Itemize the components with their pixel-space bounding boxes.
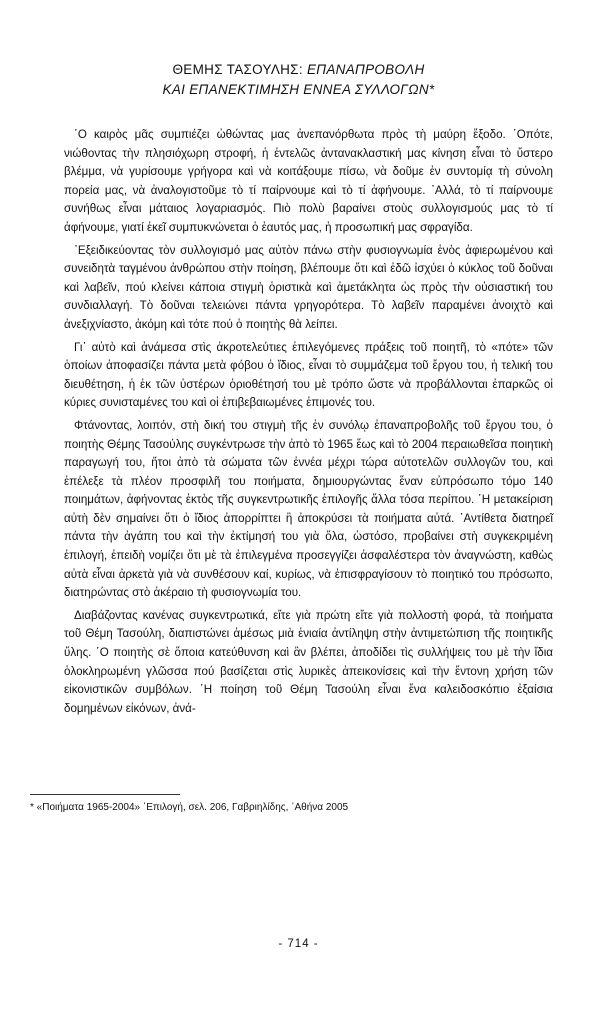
paragraph-5: Διαβάζοντας κανένας συγκεντρωτικά, εἴτε γιὰ πρώτη εἴτε γιὰ πολλοστὴ φορά, τὰ ποιήματα τοῦ Θέμη Τασούλη, διαπιστώνει ἀμέσως μιὰ ἑνιαία ἀντίληψη στὴν ἀντιμετώπιση τῆς ποιητικῆς ὕλης. ῾Ο ποιητὴς σὲ ὅποια κατεύθυνση καὶ ἂν βλέπει, ἀποδίδει τὶς συλλήψεις του μὲ τὴν ἴδια ὁλοκληρωμένη γλῶσσα πού βασίζεται στὶς λυρικὲς ἀπεικονίσεις καὶ τὴν ἔντονη χρήση τῶν εἰκονιστικῶν συμβόλων. ῾Η ποίηση τοῦ Θέμη Τασούλη εἶναι ἕνα καλειδοσκόπιο ἐξαίσια δομημένων εἰκόνων, ἀνά- <box>64 608 553 715</box>
footnote: * «Ποιήματα 1965-2004» ᾿Επιλογή, σελ. 206, Γαβριηλίδης, ᾿Αθήνα 2005 <box>30 802 349 813</box>
paragraph-2: ᾿Εξειδικεύοντας τὸν συλλογισμό μας αὐτὸν πάνω στὴν φυσιογνωμία ἑνὸς ἀφιερωμένου καὶ συνειδητὰ ταγμένου ἀνθρώπου στὴν ποίηση, βλέπουμε ὅτι καὶ ἐδῶ ἰσχύει ὁ κύκλος τοῦ δοῦναι καὶ λαβεῖν, πού κλείνει κάποια στιγμὴ ὁριστικὰ καὶ ἀμετάκλητα ὡς πρὸς τὴν οὐσιαστική του συνδιαλλαγή. Τὸ δοῦναι τελειώνει πάντα γρηγορότερα. Τὸ λαβεῖν παραμένει ἀνοιχτὸ καὶ ἀνεξιχνίαστο, ἀκόμη καὶ τότε πού ὁ ποιητὴς θὰ λείπει. <box>64 243 553 331</box>
heading-title-part2: ΚΑΙ ΕΠΑΝΕΚΤΙΜΗΣΗ ΕΝΝΕΑ ΣΥΛΛΟΓΩΝ* <box>162 82 435 97</box>
page-number: - 714 - <box>278 938 319 950</box>
footnote-divider <box>30 794 180 795</box>
paragraph-3: Γι᾿ αὐτὸ καὶ ἀνάμεσα στὶς ἀκροτελεύτιες ἐπιλεγόμενες πράξεις τοῦ ποιητῆ, τὸ «πότε» τῶν ὁποίων ἀποφασίζει πάντα μετὰ φόβου ὁ ἴδιος, εἶναι τὸ συμμάζεμα τοῦ ἔργου του, ἡ τελική του διευθέτηση, ἡ ἐκ τῶν ὑστέρων ὁριοθέτησή του μὲ τρόπο ὥστε νὰ προβάλλονται ἐπαρκῶς οἱ κύριες συνισταμένες του καὶ οἱ ἐπιβεβαιωμένες ἐπιμονές του. <box>64 340 553 410</box>
paragraph-1: ῾Ο καιρὸς μᾶς συμπιέζει ὠθώντας μας ἀνεπανόρθωτα πρὸς τὴ μαύρη ἔξοδο. ῾Οπότε, νιώθοντας τὴν πλησιόχωρη στροφή, ἡ ἐντελῶς ἀντανακλαστική μας κίνηση εἶναι τὸ ὕστερο βλέμμα, νὰ γυρίσουμε γρήγορα καὶ νὰ κοιτάξουμε πίσω, νὰ δοῦμε ἐν συντομίᾳ τὴ σύνολη πορεία μας, νὰ ἀναλογιστοῦμε τὸ τί παίρνουμε καὶ τὸ τί ἀφήνουμε. ᾿Αλλά, τὸ τί παίρνουμε συνήθως εἶναι μάταιος λογαριασμός. Πιὸ πολὺ βαραίνει στοὺς συλλογισμούς μας τὸ τί ἀφήνουμε, γιατί ἐκεῖ συμπυκνώνεται ὁ ἑαυτός μας, ἡ προσωπική μας σφραγίδα. <box>64 128 553 234</box>
heading-author: ΘΕΜΗΣ ΤΑΣΟΥΛΗΣ: <box>172 62 303 77</box>
paragraph-4: Φτάνοντας, λοιπόν, στὴ δική του στιγμὴ τῆς ἐν συνόλῳ ἐπαναπροβολῆς τοῦ ἔργου του, ὁ ποιητὴς Θέμης Τασούλης συγκέντρωσε τὴν ἀπὸ τὸ 1965 ἕως καὶ τὸ 2004 περαιωθεῖσα ποιητικὴ παραγωγή του, ἤτοι ἀπὸ τὰ σώματα τῶν ἐννέα μέχρι τώρα αὐτοτελῶν συλλογῶν του, καὶ ἐπέλεξε τὰ πλέον προσφιλῆ του ποιήματα, δημιουργώντας ἕναν εὐπρόσωπο τόμο 140 ποιημάτων, ἀφήνοντας ἐκτὸς τῆς συγκεντρωτικῆς ἐπιλογῆς ἄλλα τόσα περίπου. ῾Η μετακείριση αὐτὴ δὲν σημαίνει ὅτι ὁ ἴδιος ἀπορρίπτει ἢ ἀποκρύσει τὰ ποιήματα αὐτά. ᾿Αντίθετα διατηρεῖ πάντα τὴν ἀγάπη του καὶ τὴν ἐκτίμησή του γιὰ ὅλα, ὡστόσο, προβαίνει στὴ συγκεκριμένη ἐπιλογή, ἐπειδὴ νομίζει ὅτι μὲ τὰ ἐπιλεγμένα προσεγγίζει ἀσφαλέστερα τὸν ἀναγνώστη, καθὼς αὐτὰ εἶναι ἀρκετὰ γιὰ νὰ συνθέσουν καί, κυρίως, νὰ ἐπισφραγίσουν τὸ ποιητικό του πρόσωπο, διατηρώντας στὸ ἀκέραιο τὴ φυσιογνωμία του. <box>64 418 553 600</box>
article-body <box>64 126 553 722</box>
heading-line-1 <box>40 60 557 80</box>
page-heading <box>40 60 557 100</box>
heading-title-part1: ΕΠΑΝΑΠΡΟΒΟΛΗ <box>306 62 425 77</box>
